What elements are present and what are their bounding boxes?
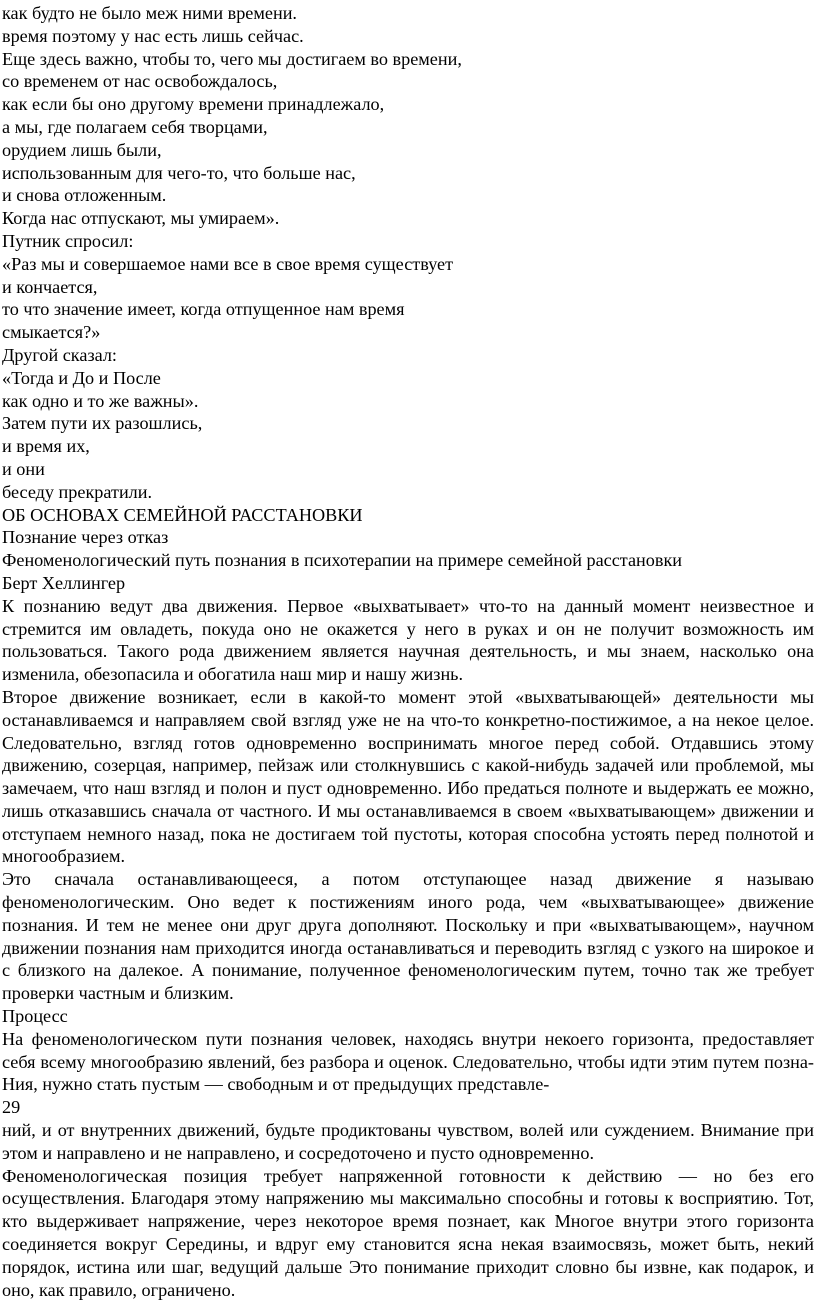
section-title: ОБ ОСНОВАХ СЕМЕЙНОЙ РАССТАНОВКИ <box>2 504 363 525</box>
process-paragraph: На феноменологическом пути познания человек, находясь внутри некоего горизонта, предоставляет себя всему многообразию явлений, без разбора и оценок. Следовательно, чтобы идти этим путем позна-Ния, нужно стать пустым — свободным и от предыдущих представле- <box>2 1028 814 1095</box>
poem-line: то что значение имеет, когда отпущенное нам время <box>2 299 405 320</box>
poem-line: как будто не было меж ними времени. <box>2 3 297 23</box>
continuation-paragraph: ний, и от внутренних движений, будьте продиктованы чувством, волей или суждением. Внимание при этом и направлено и не направлено, и сосредоточено и пусто одновременно. <box>2 1120 814 1163</box>
poem-line: как если бы оно другому времени принадлежало, <box>2 94 385 115</box>
poem-line: беседу прекратили. <box>2 481 153 502</box>
poem-line: Другой сказал: <box>2 344 117 365</box>
paragraph: Это сначала останавливающееся, а потом отступающее назад движение я называю феноменологическим. Оно ведет к постижениям иного рода, чем «выхватывающее» движение познания. И тем не менее они друг друга дополняют. Поскольку и при «выхватывающем», научном движении познания нам приходится иногда останавливаться и переводить взгляд с узкого на широкое и с близкого на далекое. А понимание, полученное феноменологическим путем, точно так же требует проверки частным и близким. <box>2 869 814 1004</box>
final-paragraph: Феноменологическая позиция требует напряженной готовности к действию — но без его осуществления. Благодаря этому напряжению мы максимально способны и готовы к восприятию. Тот, кто выдерживает напряжение, через некоторое время познает, как Многое внутри этого горизонта соединяется вокруг Середины, и вдруг ему становится ясна некая взаимосвязь, может быть, некий порядок, истина или шаг, ведущий дальше Это понимание приходит словно бы извне, как подарок, и оно, как правило, ограничено. <box>2 1165 814 1300</box>
section-header <box>2 504 814 595</box>
poem-line: Затем пути их разошлись, <box>2 413 203 434</box>
poem-line: смыкается?» <box>2 322 101 343</box>
poem <box>2 2 814 504</box>
paragraph: К познанию ведут два движения. Первое «выхватывает» что-то на данный момент неизвестное и стремится им овладеть, покуда оно не окажется у него в руках и он не получит возможность им пользоваться. Такого рода движением является научная деятельность, и мы знаем, насколько она изменила, обезопасила и обогатила наш мир и нашу жизнь. <box>2 595 814 685</box>
paragraph: Второе движение возникает, если в какой-то момент этой «выхватывающей» деятельности мы останавливаемся и направляем свой взгляд уже не на что-то конкретно-постижимое, а на некое целое. Следовательно, взгляд готов одновременно воспринимать многое перед собой. Отдавшись этому движению, созерцая, например, пейзаж или столкнувшись с какой-нибудь задачей или проблемой, мы замечаем, что наш взгляд и полон и пуст одновременно. Ибо предаться полноте и выдержать ее можно, лишь отказавшись сначала от частного. И мы останавливаемся в своем «выхватывающем» движении и отступаем немного назад, пока не достигаем той пустоты, которая способна устоять перед полнотой и многообразием. <box>2 686 814 867</box>
poem-line: и снова отложенным. <box>2 185 167 206</box>
poem-line: и время их, <box>2 436 90 457</box>
poem-line: Когда нас отпускают, мы умираем». <box>2 208 280 229</box>
poem-line: Путник спросил: <box>2 230 134 251</box>
poem-line: орудием лишь были, <box>2 139 162 160</box>
section-subtitle: Познание через отказ <box>2 527 169 548</box>
body-text <box>2 595 814 1005</box>
poem-line: и кончается, <box>2 276 98 297</box>
poem-line: Еще здесь важно, чтобы то, чего мы достигаем во времени, <box>2 48 462 69</box>
poem-line: как одно и то же важны». <box>2 390 199 411</box>
poem-line: со временем от нас освобождалось, <box>2 71 278 92</box>
poem-line: а мы, где полагаем себя творцами, <box>2 116 268 137</box>
section-author: Берт Хеллингер <box>2 572 126 593</box>
process-heading: Процесс <box>2 1006 68 1027</box>
poem-line: «Раз мы и совершаемое нами все в свое время существует <box>2 253 454 274</box>
page-number: 29 <box>2 1097 21 1118</box>
section-subtitle-secondary: Феноменологический путь познания в психотерапии на примере семейной расстановки <box>2 550 683 571</box>
poem-line: «Тогда и До и После <box>2 367 161 388</box>
poem-line: время поэтому у нас есть лишь сейчас. <box>2 25 304 46</box>
poem-line: и они <box>2 458 45 479</box>
poem-line: использованным для чего-то, что больше нас, <box>2 162 356 183</box>
